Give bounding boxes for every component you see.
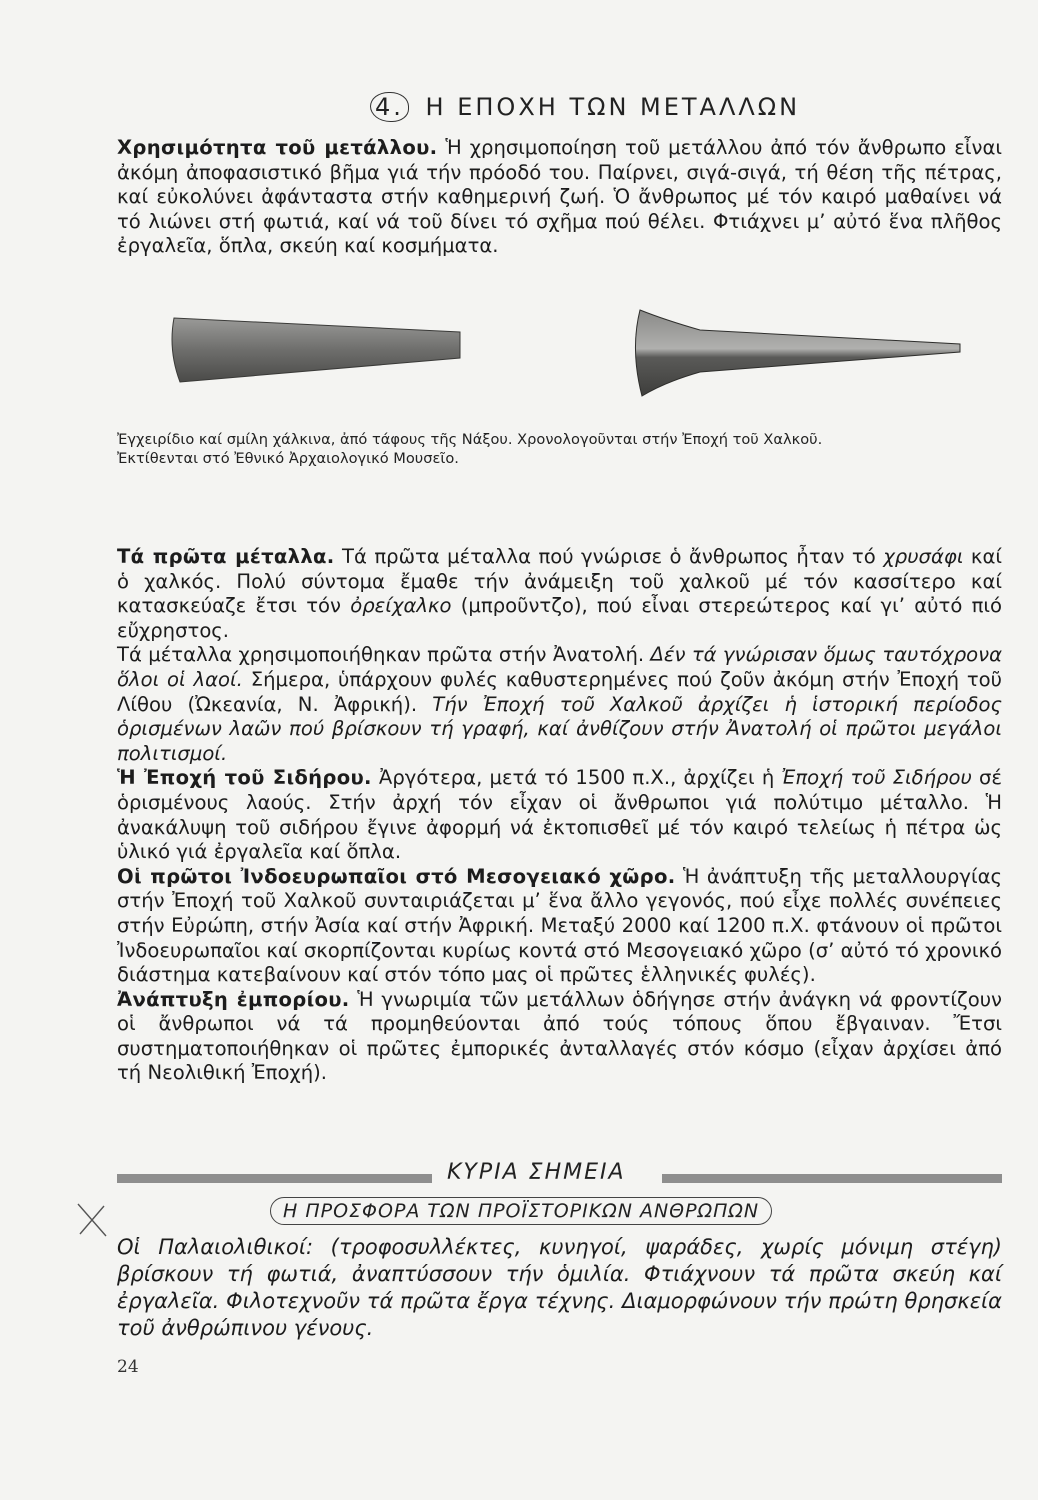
east-italic-1: Δέν τά γνώρισαν ὅμως ταυτόχρονα ὅλοι οἱ λαοί. [117,643,1003,691]
intro-heading: Χρησιμότητα τοῦ μετάλλου. [117,136,438,159]
metals-text-4: (μπροῦντζο), πού εἶναι στερεώτερος καί γι’ αὐτό πιό εὔχρηστος. [117,594,1002,642]
iron-text-2: σέ ὁρισμένους λαούς. Στήν ἀρχή τόν εἶχαν οἱ ἄνθρωποι γιά πολύτιμο μέταλλο. Ἡ ἀνακάλυψη τοῦ σιδήρου ἔγινε ἀφορμή νά ἐκτοπισθεῖ μέ τόν καιρό τελείως ἡ πέτρα ὡς ὑλικό γιά ἐργαλεῖα καί ὅπλα. [117,766,1002,864]
bronze-term: ὀρείχαλκο [350,594,452,618]
metals-text-2: καί ὁ [117,545,1003,593]
main-text [117,545,1002,1086]
indo-heading: Οἱ πρῶτοι Ἰνδοευρωπαῖοι στό Μεσογειακό χῶρο. [117,864,676,888]
artifacts-photo [160,300,1000,410]
trade-paragraph [117,988,1002,1086]
metals-paragraph [117,545,1002,643]
metals-text-3: . Πολύ σύντομα ἔμαθε τήν ἀνάμειξη τοῦ χαλκοῦ μέ τόν κασσίτερο καί κατασκεύαζε ἔτσι τόν [117,569,1002,618]
caption-line-2: Ἐκτίθενται στό Ἐθνικό Ἀρχαιολογικό Μουσεῖο. [117,450,459,467]
divider-bar-right [662,1174,1002,1183]
east-italic-2: Τήν Ἐποχή τοῦ Χαλκοῦ ἀρχίζει ἡ ἱστορική περίοδος ὁρισμένων λαῶν πού βρίσκουν τή γραφή, καί ἀνθίζουν στήν Ἀνατολή οἱ πρῶτοι μεγάλοι πολιτισμοί. [117,692,1002,765]
copper-term: χαλκός [144,569,215,593]
chapter-title [370,92,800,122]
trade-text: Ἡ γνωριμία τῶν μετάλλων ὁδήγησε στήν ἀνάγκη νά φροντίζουν οἱ ἄνθρωποι νά τά προμηθεύονται ἀπό τούς τόπους ὅπου ἔβγαιναν. Ἔτσι συστηματοποιήθηκαν οἱ πρῶτες ἐμπορικές ἀνταλλαγές στόν κόσμο (εἶχαν ἀρχίσει ἀπό τή Νεολιθική Ἐποχή). [117,987,1002,1085]
trade-heading: Ἀνάπτυξη ἐμπορίου. [117,987,350,1011]
gold-term: χρυσάφι [883,545,964,568]
metals-heading: Τά πρῶτα μέταλλα. [117,545,335,568]
handwritten-x-mark [72,1200,112,1240]
key-points-summary: Οἱ Παλαιολιθικοί: (τροφοσυλλέκτες, κυνηγοί, ψαράδες, χωρίς μόνιμη στέγη) βρίσκουν τή φωτιά, ἀναπτύσσουν τήν ὁμιλία. Φτιάχνουν τά πρῶτα σκεύη καί ἐργαλεῖα. Φιλοτεχνοῦν τά πρῶτα ἔργα τέχνης. Διαμορφώνουν τήν πρώτη θρησκεία τοῦ ἀνθρώπινου γένους. [117,1235,1002,1340]
dagger-image [635,310,960,396]
iron-paragraph [117,766,1002,864]
iron-heading: Ἡ Ἐποχή τοῦ Σιδήρου. [117,766,372,790]
figure-caption [117,430,1002,468]
page-number: 24 [117,1357,139,1377]
divider-bar-left [117,1174,432,1183]
key-points-subtitle: Η ΠΡΟΣΦΟΡΑ ΤΩΝ ΠΡΟΪΣΤΟΡΙΚΩΝ ΑΝΘΡΩΠΩΝ [270,1197,772,1225]
caption-line-1: Ἐγχειρίδιο καί σμίλη χάλκινα, ἀπό τάφους τῆς Νάξου. Χρονολογοῦνται στήν Ἐποχή τοῦ Χαλκοῦ. [117,431,823,448]
chapter-number: 4. [370,92,409,122]
chapter-title-text: Η ΕΠΟΧΗ ΤΩΝ ΜΕΤΑΛΛΩΝ [425,93,801,121]
intro-text: Ἡ χρησιμοποίηση τοῦ μετάλλου ἀπό τόν ἄνθρωπο εἶναι ἀκόμη ἀποφασιστικό βῆμα γιά τήν πρόοδό του. Παίρνει, σιγά-σιγά, τή θέση τῆς πέτρας, καί εὐκολύνει ἀφάνταστα στήν καθημερινή ζωή. Ὁ ἄνθρωπος μέ τόν καιρό μαθαίνει νά τό λιώνει στή φωτιά, καί νά τοῦ δίνει τό σχῆμα πού θέλει. Φτιάχνει μ’ αὐτό ἕνα πλῆθος ἐργαλεῖα, ὅπλα, σκεύη καί κοσμήματα. [117,136,1002,258]
key-points-title: ΚΥΡΙΑ ΣΗΜΕΙΑ [447,1160,626,1185]
iron-text-1: Ἀργότερα, μετά τό 1500 π.Χ., ἀρχίζει ἡ [371,766,782,790]
chisel-image [172,318,460,382]
iron-italic: Ἐποχή τοῦ Σιδήρου [781,766,972,790]
indo-paragraph [117,865,1002,988]
metals-text-1: Τά πρῶτα μέταλλα πού γνώρισε ὁ ἄνθρωπος ἦταν τό [334,545,884,568]
east-text-2: Σήμερα, ὑπάρχουν φυλές καθυστερημένες πού ζοῦν ἀκόμη στήν Ἐποχή τοῦ Λίθου (Ὠκεανία, Ν. Ἀφρική). [117,667,1002,716]
intro-paragraph [117,136,1002,259]
east-paragraph [117,643,1002,766]
indo-text: Ἡ ἀνάπτυξη τῆς μεταλλουργίας στήν Ἐποχή τοῦ Χαλκοῦ συνταιριάζεται μ’ ἕνα ἄλλο γεγονός, πού εἶχε πολλές συνέπειες στήν Εὐρώπη, στήν Ἀσία καί στήν Ἀφρική. Μεταξύ 2000 καί 1200 π.Χ. φτάνουν οἱ πρῶτοι Ἰνδοευρωπαῖοι καί σκορπίζονται κυρίως κοντά στό Μεσογειακό χῶρο (σ’ αὐτό τό χρονικό διάστημα κατεβαίνουν καί στόν τόπο μας οἱ πρῶτες ἑλληνικές φυλές). [117,864,1002,987]
east-text-1: Τά μέταλλα χρησιμοποιήθηκαν πρῶτα στήν Ἀνατολή. [117,643,651,667]
